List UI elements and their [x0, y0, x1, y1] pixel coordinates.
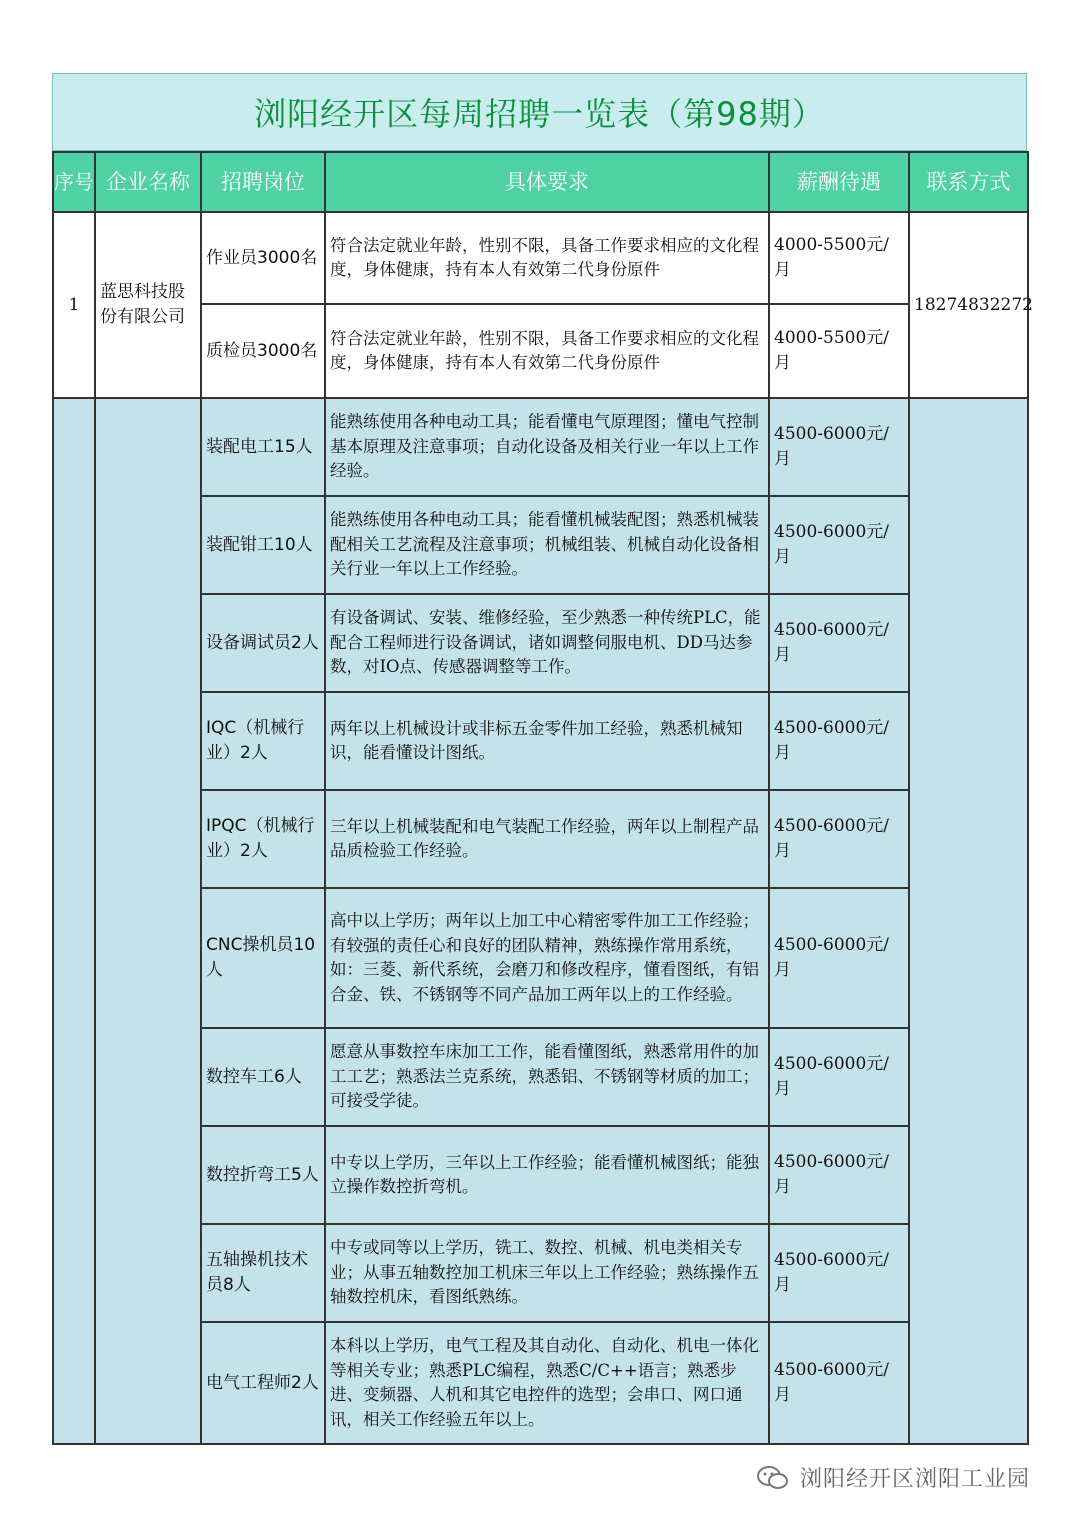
watermark [756, 1462, 1030, 1493]
header-no: 序号 [53, 152, 95, 212]
company-name-empty [95, 398, 201, 1444]
job-position: IPQC（机械行业）2人 [201, 790, 325, 888]
row-no-empty [53, 398, 95, 1444]
contact-empty [909, 398, 1028, 1444]
job-requirements: 中专或同等以上学历，铣工、数控、机械、机电类相关专业；从事五轴数控加工机床三年以上工作经验；熟练操作五轴数控机床，看图纸熟练。 [325, 1224, 769, 1322]
job-salary: 4500-6000元/月 [769, 594, 909, 692]
job-position: CNC操机员10人 [201, 888, 325, 1028]
contact-phone: 18274832272 [909, 212, 1028, 398]
job-salary: 4000-5500元/月 [769, 304, 909, 398]
header-salary: 薪酬待遇 [769, 152, 909, 212]
job-salary: 4500-6000元/月 [769, 692, 909, 790]
job-salary: 4500-6000元/月 [769, 888, 909, 1028]
watermark-text: 浏阳经开区浏阳工业园 [800, 1467, 1031, 1492]
header-requirements: 具体要求 [325, 152, 769, 212]
job-salary: 4500-6000元/月 [769, 398, 909, 496]
table-row [53, 398, 1028, 496]
row-no: 1 [53, 212, 95, 398]
job-requirements: 三年以上机械装配和电气装配工作经验，两年以上制程产品品质检验工作经验。 [325, 790, 769, 888]
job-position: 作业员3000名 [201, 212, 325, 304]
job-salary: 4500-6000元/月 [769, 1224, 909, 1322]
wechat-icon [756, 1465, 790, 1491]
job-requirements: 中专以上学历，三年以上工作经验；能看懂机械图纸；能独立操作数控折弯机。 [325, 1126, 769, 1224]
header-position: 招聘岗位 [201, 152, 325, 212]
job-requirements: 本科以上学历，电气工程及其自动化、自动化、机电一体化等相关专业；熟悉PLC编程，熟悉C/C++语言；熟悉步进、变频器、人机和其它电控件的选型；会串口、网口通讯，相关工作经验五年以上。 [325, 1322, 769, 1444]
job-salary: 4500-6000元/月 [769, 1126, 909, 1224]
job-position: 装配电工15人 [201, 398, 325, 496]
recruitment-table [52, 151, 1033, 1445]
table-header-row [53, 152, 1028, 212]
job-salary: 4500-6000元/月 [769, 790, 909, 888]
job-position: 数控车工6人 [201, 1028, 325, 1126]
header-contact: 联系方式 [909, 152, 1028, 212]
job-position: 数控折弯工5人 [201, 1126, 325, 1224]
job-position: 五轴操机技术员8人 [201, 1224, 325, 1322]
company-name: 蓝思科技股份有限公司 [95, 212, 201, 398]
page-title: 浏阳经开区每周招聘一览表（第98期） [52, 73, 1027, 151]
job-position: 设备调试员2人 [201, 594, 325, 692]
table-row [53, 212, 1028, 304]
job-requirements: 符合法定就业年龄，性别不限，具备工作要求相应的文化程度，身体健康，持有本人有效第二代身份原件 [325, 212, 769, 304]
job-requirements: 符合法定就业年龄，性别不限，具备工作要求相应的文化程度，身体健康，持有本人有效第二代身份原件 [325, 304, 769, 398]
job-salary: 4500-6000元/月 [769, 496, 909, 594]
job-salary: 4000-5500元/月 [769, 212, 909, 304]
job-requirements: 愿意从事数控车床加工工作，能看懂图纸，熟悉常用件的加工工艺；熟悉法兰克系统，熟悉铝、不锈钢等材质的加工；可接受学徒。 [325, 1028, 769, 1126]
job-position: 质检员3000名 [201, 304, 325, 398]
job-requirements: 能熟练使用各种电动工具；能看懂机械装配图；熟悉机械装配相关工艺流程及注意事项；机械组装、机械自动化设备相关行业一年以上工作经验。 [325, 496, 769, 594]
recruitment-sheet [52, 73, 1033, 1445]
job-salary: 4500-6000元/月 [769, 1028, 909, 1126]
job-salary: 4500-6000元/月 [769, 1322, 909, 1444]
job-position: 装配钳工10人 [201, 496, 325, 594]
job-requirements: 有设备调试、安装、维修经验，至少熟悉一种传统PLC，能配合工程师进行设备调试，诸如调整伺服电机、DD马达参数，对IO点、传感器调整等工作。 [325, 594, 769, 692]
job-requirements: 两年以上机械设计或非标五金零件加工经验，熟悉机械知识，能看懂设计图纸。 [325, 692, 769, 790]
job-requirements: 高中以上学历；两年以上加工中心精密零件加工工作经验；有较强的责任心和良好的团队精神，熟练操作常用系统，如：三菱、新代系统，会磨刀和修改程序，懂看图纸，有铝合金、铁、不锈钢等不同产品加工两年以上的工作经验。 [325, 888, 769, 1028]
job-position: 电气工程师2人 [201, 1322, 325, 1444]
header-company: 企业名称 [95, 152, 201, 212]
job-requirements: 能熟练使用各种电动工具；能看懂电气原理图；懂电气控制基本原理及注意事项；自动化设备及相关行业一年以上工作经验。 [325, 398, 769, 496]
job-position: IQC（机械行业）2人 [201, 692, 325, 790]
